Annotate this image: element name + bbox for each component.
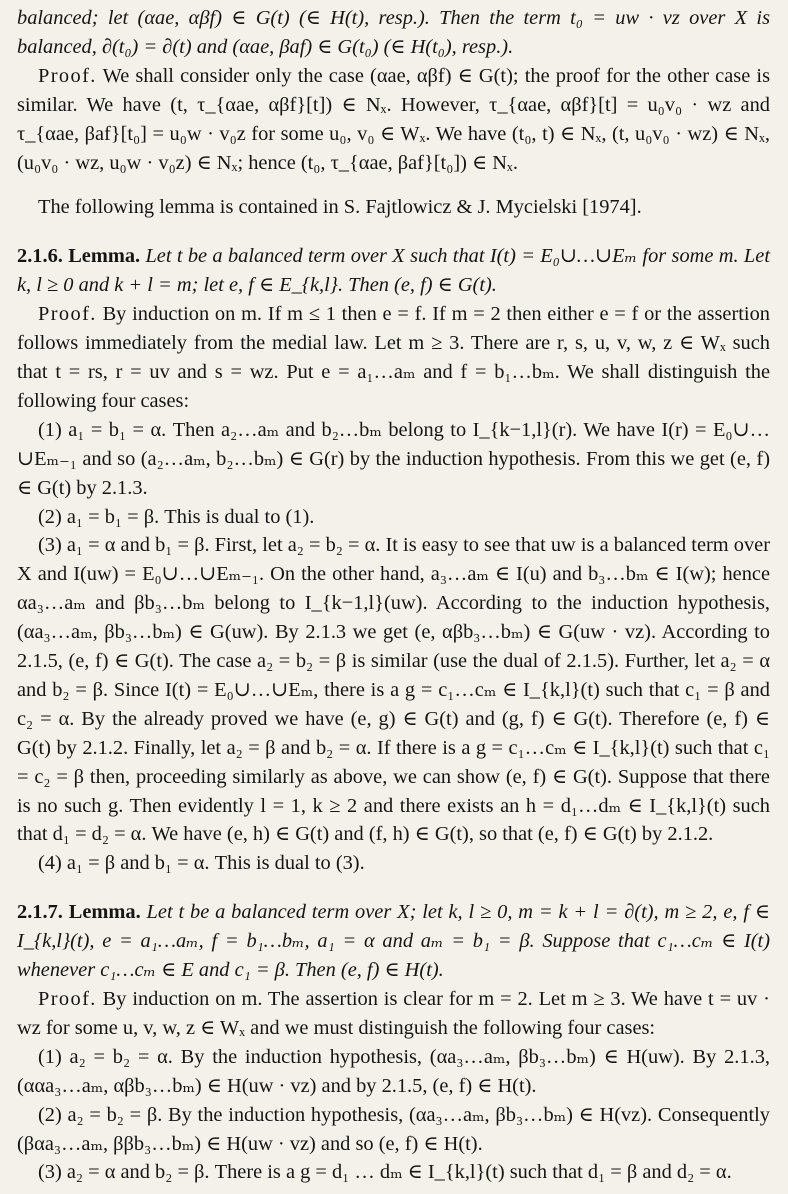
paragraph-text: The following lemma is contained in S. Fajtlowicz & J. Mycielski [1974]. xyxy=(38,196,642,219)
case-1 xyxy=(17,416,770,503)
proof-label: Proof. xyxy=(38,988,97,1010)
paragraph-text: (3) a₂ = α and b₂ = β. There is a g = d₁ … dₘ ∈ I_{k,l}(t) such that d₁ = β and d₂ = α. xyxy=(38,1161,732,1184)
paragraph-text: (1) a₂ = b₂ = α. By the induction hypothesis, (αa₃…aₘ, βb₃…bₘ) ∈ H(uw). By 2.1.3, (ααa₃…aₘ, αβb₃…bₘ) ∈ H(uw · vz) and by 2.1.5, (e, f) ∈ H(t). xyxy=(17,1045,770,1097)
paragraph-text: By induction on m. The assertion is clear for m = 2. Let m ≥ 3. We have t = uv · wz for some u, v, w, z ∈ Wₓ and we must distinguish the following four cases: xyxy=(17,988,770,1039)
paragraph-text: By induction on m. If m ≤ 1 then e = f. If m = 2 then either e = f or the assertion follows immediately from the medial law. Let m ≥ 3. There are r, s, u, v, w, z ∈ Wₓ such that t = rs, r = uv and s = wz. Put e = a₁…aₘ and f = b₁…bₘ. We shall distinguish the following four cases: xyxy=(17,303,770,412)
proof-label: Proof. xyxy=(38,64,97,87)
case-3 xyxy=(17,1158,770,1187)
lemma-heading: 2.1.7. Lemma. xyxy=(17,901,141,924)
lemma-heading: 2.1.6. Lemma. xyxy=(17,245,141,268)
paragraph-text: (3) a₁ = α and b₁ = β. First, let a₂ = b₂ = α. It is easy to see that uw is a balanced term over X and I(uw) = E₀∪…∪Eₘ₋₁. On the other hand, a₃…aₘ ∈ I(u) and b₃…bₘ ∈ I(w); hence αa₃…aₘ and βb₃…bₘ belong to I_{k−1,l}(uw). According to the induction hypothesis, (αa₃…aₘ, βb₃…bₘ) ∈ G(uw). By 2.1.3 we get (e, αβb₃…bₘ) ∈ G(uw · vz). According to 2.1.5, (e, f) ∈ G(t). The case a₂ = b₂ = β is similar (use the dual of 2.1.5). Further, let a₂ = α and b₂ = β. Since I(t) = E₀∪…∪Eₘ, there is a g = c₁…cₘ ∈ I_{k,l}(t) such that c₁ = β and c₂ = α. By the already proved we have (e, g) ∈ G(t) and (g, f) ∈ G(t). Therefore (e, f) ∈ G(t) by 2.1.2. Finally, let a₂ = β and b₂ = α. If there is a g = c₁…cₘ ∈ I_{k,l}(t) such that c₁ = c₂ = β then, proceeding similarly as above, we can show (e, f) ∈ G(t). Suppose that there is no such g. Then evidently l = 1, k ≥ 2 and there exists an h = d₁…dₘ ∈ I_{k,l}(t) such that d₁ = d₂ = α. We have (e, h) ∈ G(t) and (f, h) ∈ G(t), so that (e, f) ∈ G(t) by 2.1.2. xyxy=(17,534,770,846)
case-3 xyxy=(17,531,770,849)
case-1 xyxy=(17,1043,770,1101)
reference-sentence xyxy=(17,193,770,222)
lemma-2-1-7-statement xyxy=(17,898,770,985)
case-4 xyxy=(17,849,770,878)
lemma-2-1-6-statement xyxy=(17,242,770,300)
case-2 xyxy=(17,1101,770,1159)
paragraph-text: Let t be a balanced term over X such that I(t) = E₀∪…∪Eₘ for some m. Let k, l ≥ 0 and k + l = m; let e, f ∈ E_{k,l}. Then (e, f) ∈ G(t). xyxy=(17,245,770,297)
lemma-2-1-5-statement-end xyxy=(17,4,770,62)
paragraph-text: (2) a₁ = b₁ = β. This is dual to (1). xyxy=(38,505,315,528)
proof-label: Proof. xyxy=(38,303,97,326)
proof-2-1-5 xyxy=(17,62,770,178)
paragraph-text: balanced; let (αae, αβf) ∈ G(t) (∈ H(t), resp.). Then the term t₀ = uw · vz over X is balanced, ∂(t₀) = ∂(t) and (αae, βaf) ∈ G(t₀) (∈ H(t₀), resp.). xyxy=(17,7,770,58)
paragraph-text: We shall consider only the case (αae, αβf) ∈ G(t); the proof for the other case is similar. We have (t, τ_{αae, αβf}[t]) ∈ Nₓ. However, τ_{αae, αβf}[t] = u₀v₀ · wz and τ_{αae, βaf}[t₀] = u₀w · v₀z for some u₀, v₀ ∈ Wₓ. We have (t₀, t) ∈ Nₓ, (t, u₀v₀ · wz) ∈ Nₓ, (u₀v₀ · wz, u₀w · v₀z) ∈ Nₓ; hence (t₀, τ_{αae, βaf}[t₀]) ∈ Nₓ. xyxy=(17,64,770,174)
paragraph-text: (2) a₂ = b₂ = β. By the induction hypothesis, (αa₃…aₘ, βb₃…bₘ) ∈ H(vz). Consequently (βαa₃…aₘ, ββb₃…bₘ) ∈ H(uw · vz) and so (e, f) ∈ H(t). xyxy=(17,1103,770,1155)
paragraph-text: (4) a₁ = β and b₁ = α. This is dual to (3). xyxy=(38,852,365,875)
proof-2-1-7 xyxy=(17,985,770,1043)
paragraph-text: (1) a₁ = b₁ = α. Then a₂…aₘ and b₂…bₘ belong to I_{k−1,l}(r). We have I(r) = E₀∪…∪Eₘ₋₁ and so (a₂…aₘ, b₂…bₘ) ∈ G(r) by the induction hypothesis. From this we get (e, f) ∈ G(t) by 2.1.3. xyxy=(17,418,770,499)
case-2 xyxy=(17,503,770,532)
paragraph-text: Let t be a balanced term over X; let k, l ≥ 0, m = k + l = ∂(t), m ≥ 2, e, f ∈ I_{k,l}(t), e = a₁…aₘ, f = b₁…bₘ, a₁ = α and aₘ = b₁ = β. Suppose that c₁…cₘ ∈ I(t) whenever c₁…cₘ ∈ E and c₁ = β. Then (e, f) ∈ H(t). xyxy=(17,901,770,982)
proof-2-1-6 xyxy=(17,300,770,416)
